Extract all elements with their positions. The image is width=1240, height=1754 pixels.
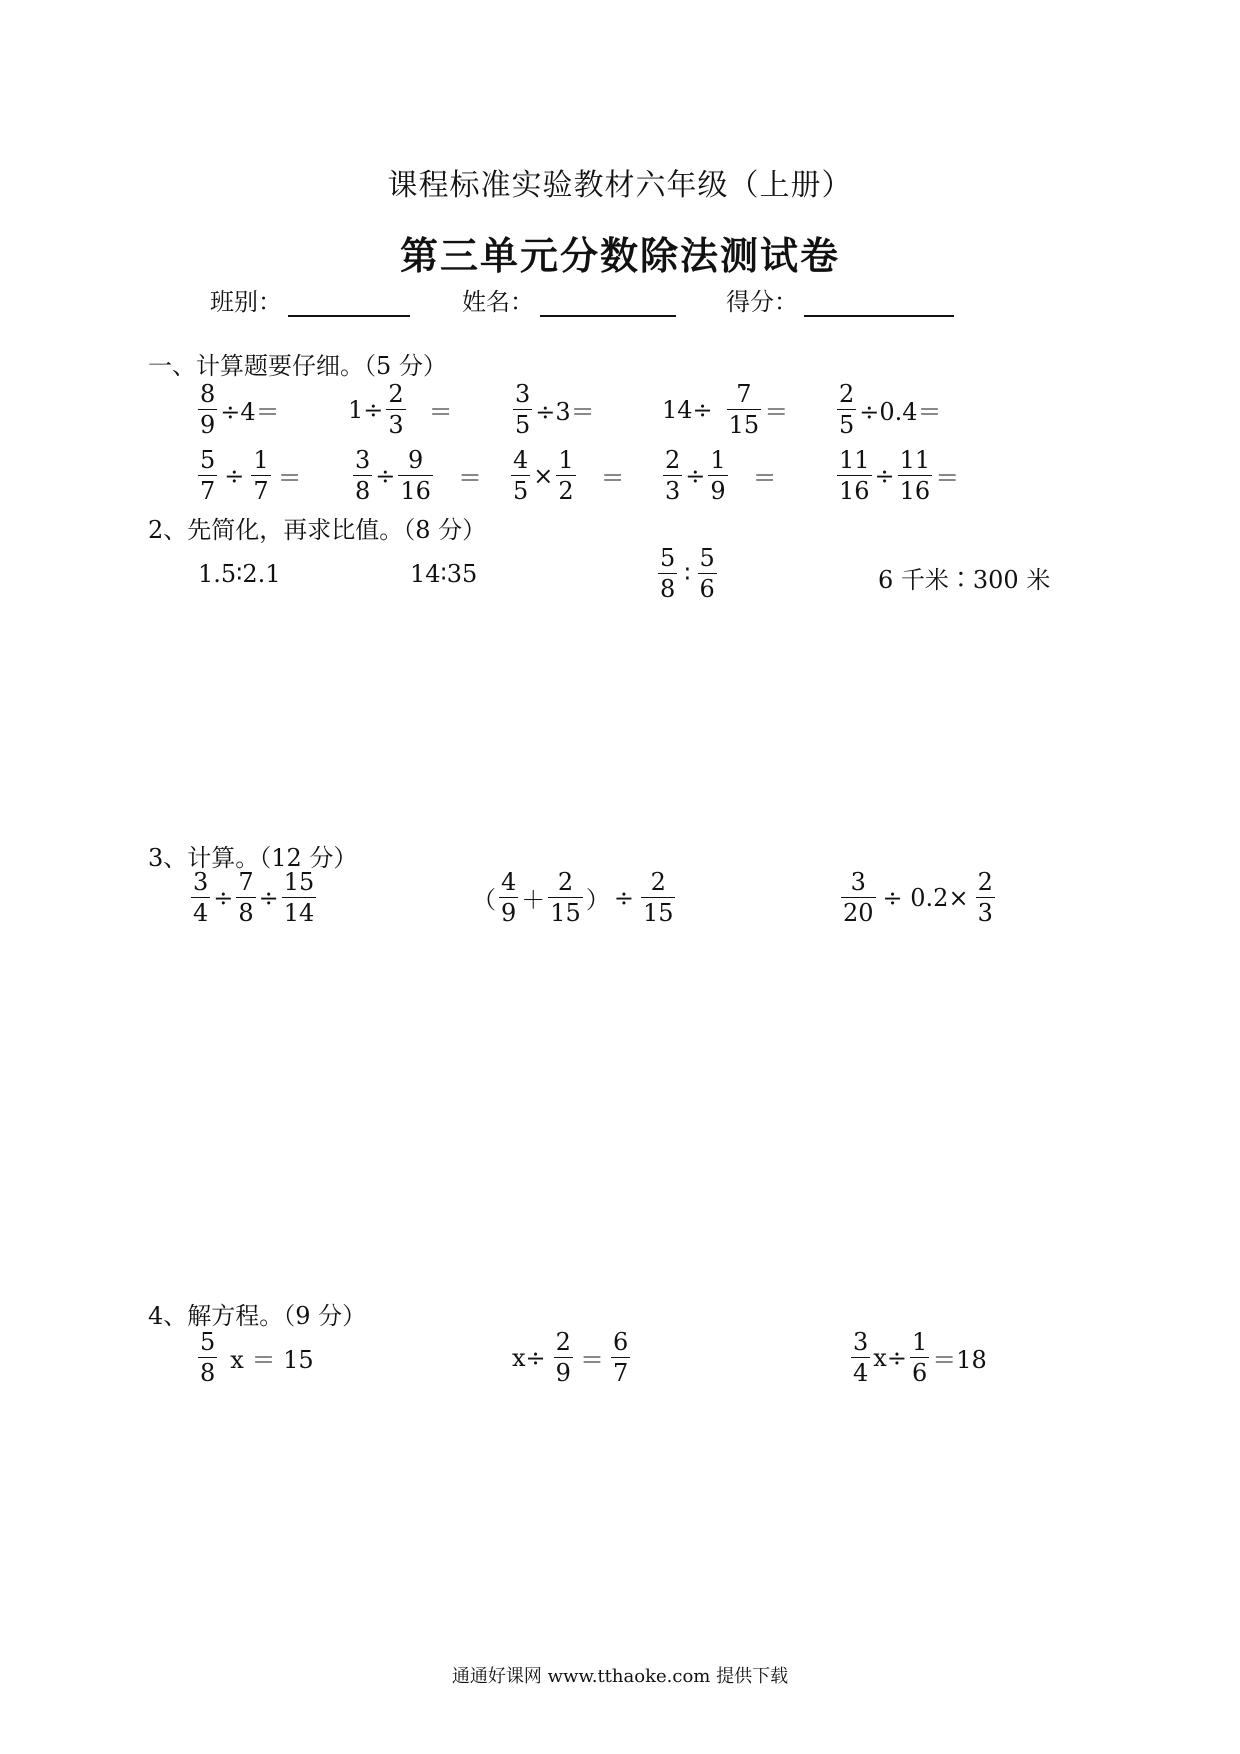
expression-tail: ÷3＝: [535, 398, 595, 426]
numerator: 9: [408, 446, 424, 474]
expression-tail: ＝: [752, 464, 777, 492]
equation-1: [195, 1330, 318, 1385]
numerator: 5: [660, 544, 676, 572]
numerator: 3: [193, 868, 209, 896]
section-4-heading: 4、解方程。（9 分）: [148, 1302, 367, 1330]
class-label: 班别：: [210, 288, 282, 316]
denominator: 4: [193, 899, 209, 927]
ratio-text: 1.5∶2.1: [198, 560, 281, 588]
numerator: 5: [200, 446, 216, 474]
denominator: 9: [200, 411, 216, 439]
numerator: 11: [839, 446, 870, 474]
numerator: 7: [736, 380, 752, 408]
name-field: [462, 282, 676, 317]
ratio-3: [655, 546, 720, 601]
numerator: 1: [911, 1328, 928, 1356]
fraction: [898, 448, 933, 503]
numerator: 8: [200, 380, 216, 408]
fraction: [513, 382, 532, 437]
denominator: 6: [911, 1359, 928, 1387]
fraction: [851, 1330, 870, 1385]
numerator: 2: [650, 868, 666, 896]
equals-sign: ＝: [579, 1346, 604, 1374]
denominator: 8: [355, 477, 371, 505]
denominator: 9: [555, 1359, 571, 1387]
denominator: 2: [558, 477, 574, 505]
denominator: 16: [839, 477, 870, 505]
fraction: [282, 870, 317, 925]
fraction: [398, 448, 433, 503]
ratio-2: [410, 560, 477, 588]
expression-tail: ÷0.4＝: [859, 398, 942, 426]
ratio-separator: ∶: [684, 559, 691, 588]
fraction: [198, 382, 217, 437]
section-3-heading: 3、计算。（12 分）: [148, 844, 358, 872]
ratio-1: [198, 560, 281, 588]
numerator: 3: [355, 446, 371, 474]
fraction: [727, 382, 762, 437]
denominator: 5: [515, 411, 531, 439]
denominator: 8: [238, 899, 254, 927]
class-blank[interactable]: [288, 289, 410, 317]
denominator: 5: [839, 411, 855, 439]
denominator: 3: [977, 899, 993, 927]
right-paren: ）: [585, 886, 610, 914]
footer-credit: 通通好课网 www.tthaoke.com 提供下载: [451, 1666, 789, 1687]
fraction: [198, 448, 217, 503]
denominator: 20: [843, 899, 874, 927]
denominator: 16: [899, 477, 931, 505]
numerator: 2: [839, 380, 855, 408]
ratio-text: 14∶35: [410, 560, 478, 588]
equation-3: [848, 1330, 987, 1385]
fraction: [191, 870, 210, 925]
operator: ÷: [375, 461, 396, 490]
expression-tail: ＝: [428, 398, 453, 426]
expression-tail: ＝: [457, 464, 482, 492]
calc-1: [188, 870, 319, 925]
denominator: 5: [513, 477, 529, 505]
numerator: 4: [513, 446, 529, 474]
operator: ÷: [224, 461, 245, 490]
operator: ＋: [521, 886, 546, 914]
expression-tail: x ＝ 15: [230, 1346, 314, 1374]
expression-middle: ÷ 0.2×: [882, 883, 969, 912]
denominator: 15: [642, 899, 674, 927]
denominator: 9: [501, 899, 517, 927]
expression-tail: ＝: [277, 464, 302, 492]
problem-1-2: [348, 382, 457, 437]
fraction: [198, 1330, 217, 1385]
problem-1-6: [195, 448, 306, 503]
expression-tail: ＝: [935, 464, 960, 492]
denominator: 3: [388, 411, 404, 439]
denominator: 4: [853, 1359, 869, 1387]
operator: ÷: [874, 461, 895, 490]
operator: ÷: [685, 461, 706, 490]
operator: ÷: [258, 883, 279, 912]
page-subtitle: 课程标准实验教材六年级（上册）: [387, 168, 853, 203]
calc-3: [838, 870, 998, 925]
operator: ÷: [613, 883, 634, 912]
name-blank[interactable]: [540, 289, 676, 317]
ratio-4: [878, 560, 1050, 595]
denominator: 3: [665, 477, 681, 505]
numerator: 15: [283, 868, 315, 896]
equation-2: [512, 1330, 633, 1385]
numerator: 2: [665, 446, 681, 474]
problem-1-4: [662, 382, 788, 437]
fraction: [698, 546, 717, 601]
left-paren: （: [472, 886, 496, 914]
numerator: 4: [501, 868, 517, 896]
section-2-heading: 2、先简化，再求比值。（8 分）: [148, 516, 487, 544]
numerator: 3: [515, 380, 531, 408]
numerator: 1: [253, 446, 269, 474]
numerator: 2: [557, 868, 574, 896]
score-blank[interactable]: [804, 289, 954, 317]
fraction: [251, 448, 270, 503]
fraction: [499, 870, 518, 925]
operator: ×: [533, 461, 554, 490]
problem-1-8: [508, 448, 629, 503]
fraction: [386, 382, 405, 437]
problem-1-3: [510, 382, 595, 437]
numerator: 2: [977, 868, 993, 896]
expression-tail: ＝: [764, 398, 789, 426]
section-1-heading: 一、计算题要仔细。（5 分）: [148, 352, 447, 380]
fraction: [837, 448, 872, 503]
problem-1-5: [834, 382, 942, 437]
fraction: [708, 448, 727, 503]
expression-tail: ÷4＝: [220, 398, 280, 426]
page-title: 第三单元分数除法测试卷: [399, 233, 840, 278]
class-field: [210, 282, 410, 317]
denominator: 7: [253, 477, 269, 505]
name-label: 姓名：: [462, 288, 534, 316]
denominator: 8: [200, 1359, 216, 1387]
fraction: [556, 448, 575, 503]
fraction: [511, 448, 530, 503]
fraction: [841, 870, 876, 925]
numerator: 2: [388, 380, 404, 408]
problem-1-7: [350, 448, 486, 503]
denominator: 9: [710, 477, 726, 505]
score-label: 得分：: [726, 288, 798, 316]
denominator: 15: [550, 899, 581, 927]
fraction: [611, 1330, 630, 1385]
fraction: [658, 546, 677, 601]
numerator: 6: [612, 1328, 629, 1356]
problem-1-9: [660, 448, 781, 503]
denominator: 7: [612, 1359, 629, 1387]
expression-middle: x÷: [873, 1343, 907, 1372]
problem-1-10: [834, 448, 959, 503]
fraction: [663, 448, 682, 503]
numerator: 5: [699, 544, 715, 572]
ratio-text: 6 千米∶300 米: [878, 566, 1051, 594]
denominator: 16: [400, 477, 431, 505]
numerator: 7: [238, 868, 254, 896]
denominator: 6: [699, 575, 715, 603]
fraction: [837, 382, 856, 437]
expression-tail: ＝: [600, 464, 625, 492]
denominator: 14: [283, 899, 315, 927]
denominator: 15: [728, 411, 760, 439]
expression-tail: ＝18: [932, 1346, 987, 1374]
score-field: [726, 282, 954, 317]
numerator: 3: [850, 868, 866, 896]
expression-prefix: x÷: [512, 1343, 546, 1372]
fraction: [353, 448, 372, 503]
numerator: 11: [899, 446, 931, 474]
numerator: 3: [853, 1328, 869, 1356]
expression-prefix: 1÷: [348, 395, 384, 424]
numerator: 1: [710, 446, 726, 474]
fraction: [910, 1330, 929, 1385]
operator: ÷: [213, 883, 234, 912]
fraction: [554, 1330, 573, 1385]
fraction: [976, 870, 995, 925]
problem-1-1: [195, 382, 280, 437]
numerator: 2: [555, 1328, 571, 1356]
calc-2: [472, 870, 678, 925]
fraction: [236, 870, 255, 925]
numerator: 5: [200, 1328, 216, 1356]
expression-prefix: 14÷: [662, 395, 713, 424]
numerator: 1: [558, 446, 574, 474]
fraction: [641, 870, 676, 925]
denominator: 8: [660, 575, 676, 603]
fraction: [548, 870, 583, 925]
denominator: 7: [200, 477, 216, 505]
